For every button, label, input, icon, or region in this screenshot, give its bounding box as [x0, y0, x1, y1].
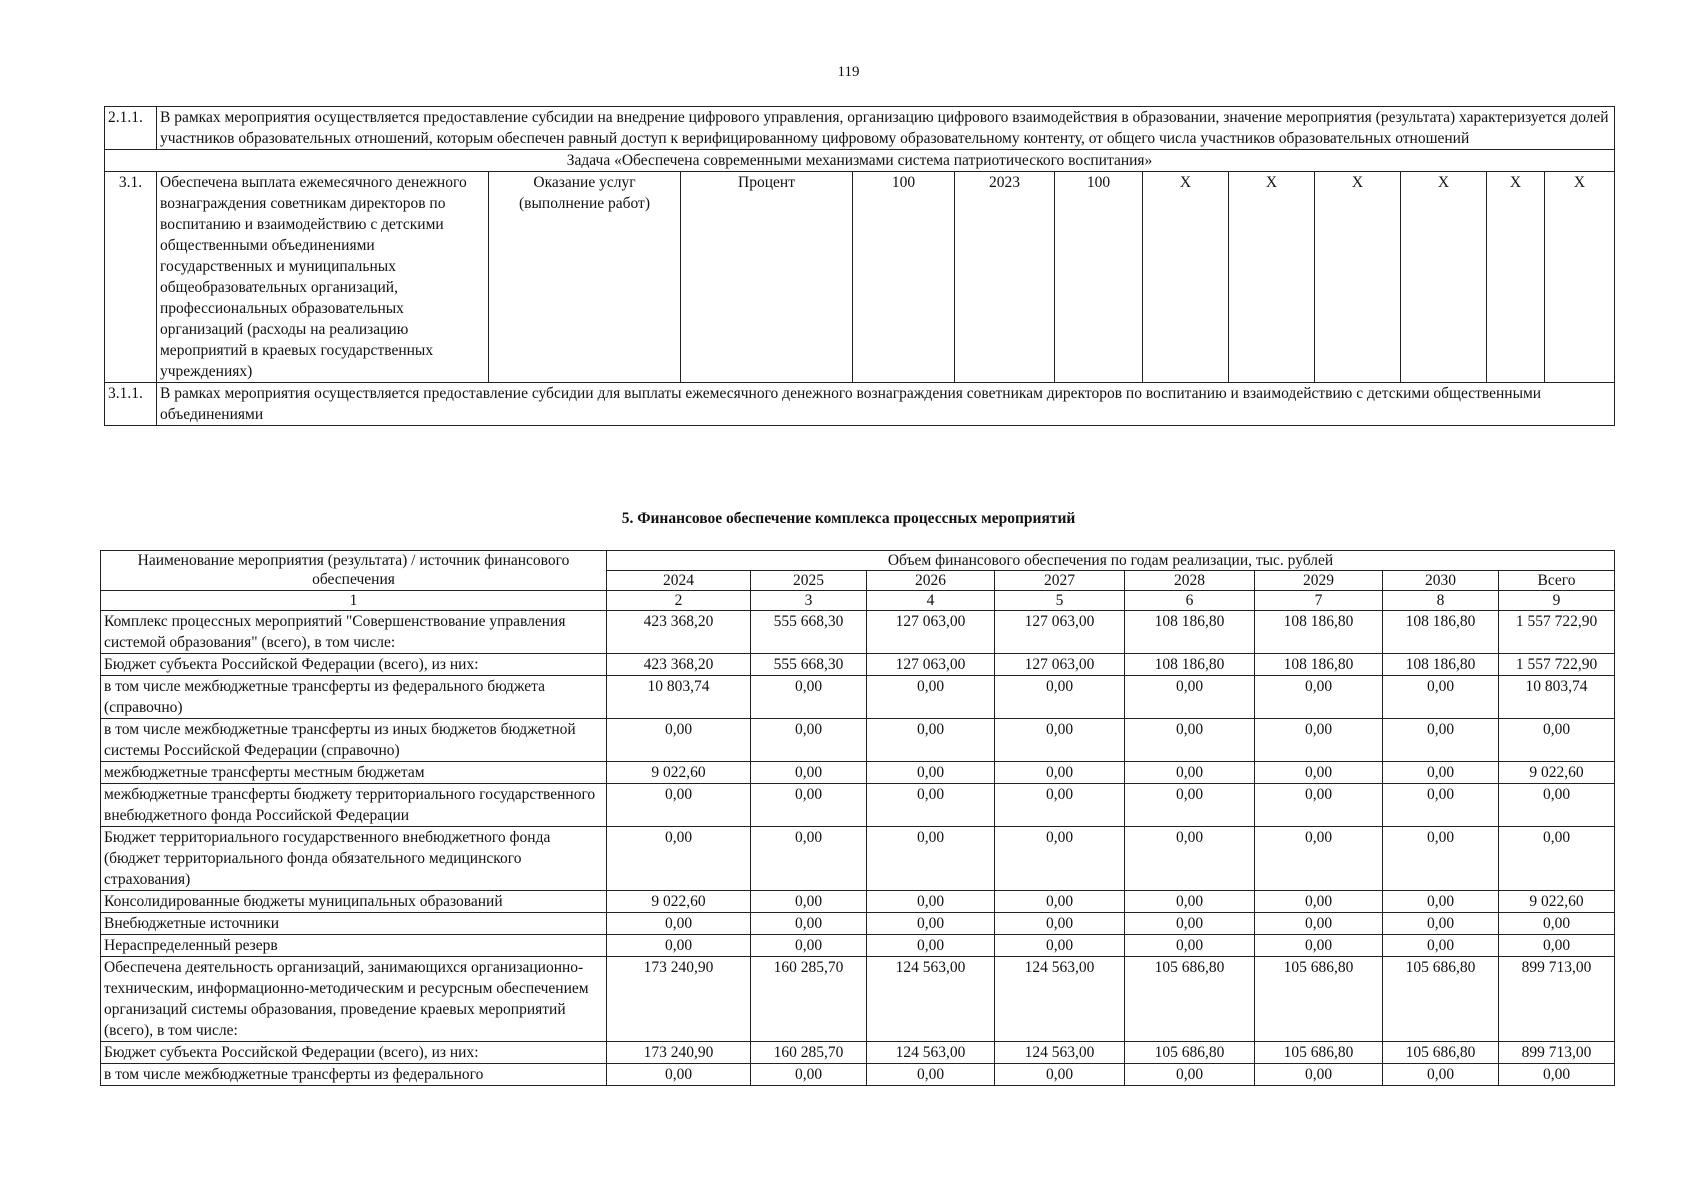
- year-value: 0,00: [1125, 827, 1255, 891]
- table-row: [101, 1042, 1615, 1064]
- table-row: [101, 762, 1615, 784]
- year-value: 0,00: [1383, 935, 1499, 957]
- year-header: 2028: [1125, 571, 1255, 591]
- row-name: Комплекс процессных мероприятий "Совершенствование управления системой образования" (всего), в том числе:: [101, 611, 607, 654]
- row-number: 3.1.: [105, 172, 157, 383]
- year-value: 0,00: [1383, 827, 1499, 891]
- year-value: 0,00: [867, 1064, 995, 1086]
- column-index: 4: [867, 591, 995, 611]
- year-value: 0,00: [995, 913, 1125, 935]
- table-row: [101, 784, 1615, 827]
- year-value: 0,00: [995, 676, 1125, 719]
- base-value: 100: [853, 172, 955, 383]
- task-title: Задача «Обеспечена современными механизмами система патриотического воспитания»: [105, 150, 1615, 172]
- year-value: 105 686,80: [1255, 957, 1383, 1042]
- table-row: [101, 935, 1615, 957]
- indicators-table: [104, 106, 1615, 426]
- value-x: Х: [1545, 172, 1615, 383]
- value-2024: 100: [1055, 172, 1143, 383]
- year-value: 423 368,20: [607, 654, 751, 676]
- year-value: 0,00: [607, 1064, 751, 1086]
- year-value: 0,00: [751, 935, 867, 957]
- year-value: 124 563,00: [867, 957, 995, 1042]
- total-value: 0,00: [1499, 913, 1615, 935]
- year-value: 0,00: [607, 827, 751, 891]
- year-value: 0,00: [1383, 719, 1499, 762]
- year-value: 108 186,80: [1255, 611, 1383, 654]
- total-value: 0,00: [1499, 827, 1615, 891]
- year-value: 423 368,20: [607, 611, 751, 654]
- year-value: 124 563,00: [995, 957, 1125, 1042]
- year-value: 127 063,00: [867, 654, 995, 676]
- year-value: 0,00: [1125, 1064, 1255, 1086]
- year-value: 0,00: [1383, 891, 1499, 913]
- row-name: Бюджет территориального государственного внебюджетного фонда (бюджет территориального фонда обязательного медицинского страхования): [101, 827, 607, 891]
- total-value: 0,00: [1499, 784, 1615, 827]
- year-value: 10 803,74: [607, 676, 751, 719]
- year-value: 0,00: [751, 676, 867, 719]
- year-value: 0,00: [867, 784, 995, 827]
- year-value: 108 186,80: [1125, 654, 1255, 676]
- measure-description: В рамках мероприятия осуществляется предоставление субсидии для выплаты ежемесячного денежного вознаграждения советникам директоров по воспитанию и взаимодействию с детскими общественными объединениями: [157, 383, 1615, 426]
- total-value: 10 803,74: [1499, 676, 1615, 719]
- year-value: 124 563,00: [867, 1042, 995, 1064]
- year-value: 0,00: [1383, 784, 1499, 827]
- table-row: [101, 719, 1615, 762]
- result-type: Оказание услуг (выполнение работ): [489, 172, 681, 383]
- total-value: 1 557 722,90: [1499, 611, 1615, 654]
- row-name: в том числе межбюджетные трансферты из федерального: [101, 1064, 607, 1086]
- year-header: 2027: [995, 571, 1125, 591]
- index-row: [101, 591, 1615, 611]
- page-number: 119: [837, 64, 860, 80]
- column-index: 1: [101, 591, 607, 611]
- financing-table: [100, 550, 1615, 1086]
- year-value: 105 686,80: [1383, 957, 1499, 1042]
- year-value: 0,00: [867, 913, 995, 935]
- result-name: Обеспечена выплата ежемесячного денежного вознаграждения советникам директоров по воспитанию и взаимодействию с детскими общественными объединениями государственных и муниципальных общеобразовательных организаций, профессиональных образовательных организаций (расходы на реализацию мероприятий в краевых государственных учреждениях): [157, 172, 489, 383]
- year-value: 0,00: [1255, 935, 1383, 957]
- year-value: 0,00: [751, 719, 867, 762]
- year-value: 105 686,80: [1383, 1042, 1499, 1064]
- value-x: Х: [1487, 172, 1545, 383]
- year-value: 0,00: [995, 891, 1125, 913]
- year-value: 9 022,60: [607, 891, 751, 913]
- column-index: 5: [995, 591, 1125, 611]
- year-value: 0,00: [995, 762, 1125, 784]
- year-value: 555 668,30: [751, 611, 867, 654]
- value-x: Х: [1401, 172, 1487, 383]
- total-value: 0,00: [1499, 935, 1615, 957]
- year-header: 2025: [751, 571, 867, 591]
- table-row: [101, 891, 1615, 913]
- year-value: 0,00: [751, 913, 867, 935]
- year-value: 124 563,00: [995, 1042, 1125, 1064]
- year-value: 108 186,80: [1383, 654, 1499, 676]
- year-value: 0,00: [995, 784, 1125, 827]
- value-x: Х: [1143, 172, 1229, 383]
- row-name: Обеспечена деятельность организаций, занимающихся организационно-техническим, информационно-методическим и ресурсным обеспечением организаций системы образования, проведение краевых мероприятий (всего), в том числе:: [101, 957, 607, 1042]
- year-value: 0,00: [607, 784, 751, 827]
- total-value: 0,00: [1499, 1064, 1615, 1086]
- year-value: 0,00: [751, 784, 867, 827]
- year-value: 0,00: [1255, 762, 1383, 784]
- year-value: 0,00: [1255, 784, 1383, 827]
- year-value: 108 186,80: [1383, 611, 1499, 654]
- year-value: 105 686,80: [1125, 1042, 1255, 1064]
- year-value: 0,00: [867, 676, 995, 719]
- total-header: Всего: [1499, 571, 1615, 591]
- year-value: 0,00: [1255, 827, 1383, 891]
- year-value: 0,00: [1255, 891, 1383, 913]
- column-index: 3: [751, 591, 867, 611]
- year-value: 0,00: [607, 935, 751, 957]
- year-value: 0,00: [1125, 784, 1255, 827]
- year-header: 2030: [1383, 571, 1499, 591]
- year-value: 0,00: [995, 935, 1125, 957]
- year-value: 127 063,00: [995, 611, 1125, 654]
- row-3-1: [105, 172, 1615, 383]
- year-value: 0,00: [607, 719, 751, 762]
- row-name: в том числе межбюджетные трансферты из федерального бюджета (справочно): [101, 676, 607, 719]
- year-header: 2024: [607, 571, 751, 591]
- table-row: [101, 1064, 1615, 1086]
- unit: Процент: [681, 172, 853, 383]
- year-value: 0,00: [1255, 719, 1383, 762]
- year-value: 160 285,70: [751, 1042, 867, 1064]
- table-row: [101, 827, 1615, 891]
- column-index: 7: [1255, 591, 1383, 611]
- header-name: Наименование мероприятия (результата) / источник финансового обеспечения: [101, 551, 607, 591]
- total-value: 899 713,00: [1499, 957, 1615, 1042]
- year-value: 108 186,80: [1255, 654, 1383, 676]
- year-value: 0,00: [995, 719, 1125, 762]
- year-value: 0,00: [1383, 1064, 1499, 1086]
- base-year: 2023: [955, 172, 1055, 383]
- row-name: межбюджетные трансферты бюджету территориального государственного внебюджетного фонда Российской Федерации: [101, 784, 607, 827]
- table-row: [101, 654, 1615, 676]
- year-value: 0,00: [867, 827, 995, 891]
- year-value: 0,00: [751, 762, 867, 784]
- year-value: 0,00: [1255, 676, 1383, 719]
- year-header: 2026: [867, 571, 995, 591]
- year-value: 173 240,90: [607, 1042, 751, 1064]
- column-index: 8: [1383, 591, 1499, 611]
- value-x: Х: [1229, 172, 1315, 383]
- row-name: межбюджетные трансферты местным бюджетам: [101, 762, 607, 784]
- row-name: Бюджет субъекта Российской Федерации (всего), из них:: [101, 1042, 607, 1064]
- year-value: 0,00: [751, 891, 867, 913]
- row-name: Бюджет субъекта Российской Федерации (всего), из них:: [101, 654, 607, 676]
- header-group: Объем финансового обеспечения по годам реализации, тыс. рублей: [607, 551, 1615, 571]
- year-value: 0,00: [1125, 913, 1255, 935]
- year-value: 0,00: [1255, 913, 1383, 935]
- year-value: 9 022,60: [607, 762, 751, 784]
- task-row: [105, 150, 1615, 172]
- year-value: 0,00: [867, 891, 995, 913]
- year-header: 2029: [1255, 571, 1383, 591]
- year-value: 160 285,70: [751, 957, 867, 1042]
- table-row: [101, 676, 1615, 719]
- year-value: 0,00: [867, 719, 995, 762]
- section-title: 5. Финансовое обеспечение комплекса процессных мероприятий: [621, 510, 1076, 527]
- table-row: [101, 957, 1615, 1042]
- total-value: 9 022,60: [1499, 762, 1615, 784]
- row-3-1-1: [105, 383, 1615, 426]
- row-2-1-1: [105, 107, 1615, 150]
- year-value: 0,00: [1383, 913, 1499, 935]
- year-value: 127 063,00: [995, 654, 1125, 676]
- column-index: 2: [607, 591, 751, 611]
- row-number: 3.1.1.: [105, 383, 157, 426]
- year-value: 108 186,80: [1125, 611, 1255, 654]
- row-name: Консолидированные бюджеты муниципальных образований: [101, 891, 607, 913]
- year-value: 0,00: [1383, 676, 1499, 719]
- year-value: 0,00: [867, 762, 995, 784]
- year-value: 0,00: [1383, 762, 1499, 784]
- year-value: 0,00: [1125, 891, 1255, 913]
- table-row: [101, 611, 1615, 654]
- column-index: 6: [1125, 591, 1255, 611]
- year-value: 0,00: [995, 827, 1125, 891]
- year-value: 0,00: [1125, 762, 1255, 784]
- total-value: 1 557 722,90: [1499, 654, 1615, 676]
- year-value: 0,00: [1125, 935, 1255, 957]
- table-row: [101, 913, 1615, 935]
- year-value: 173 240,90: [607, 957, 751, 1042]
- year-value: 0,00: [1125, 676, 1255, 719]
- year-value: 555 668,30: [751, 654, 867, 676]
- column-index: 9: [1499, 591, 1615, 611]
- total-value: 9 022,60: [1499, 891, 1615, 913]
- year-value: 0,00: [607, 913, 751, 935]
- row-name: Нераспределенный резерв: [101, 935, 607, 957]
- measure-description: В рамках мероприятия осуществляется предоставление субсидии на внедрение цифрового управления, организацию цифрового взаимодействия в образовании, значение мероприятия (результата) характеризуется долей участников образовательных отношений, которым обеспечен равный доступ к верифицированному цифровому образовательному контенту, от общего числа участников образовательных отношений: [157, 107, 1615, 150]
- year-value: 105 686,80: [1255, 1042, 1383, 1064]
- year-value: 0,00: [1255, 1064, 1383, 1086]
- total-value: 899 713,00: [1499, 1042, 1615, 1064]
- year-value: 0,00: [751, 827, 867, 891]
- header-row: [101, 551, 1615, 571]
- row-name: в том числе межбюджетные трансферты из иных бюджетов бюджетной системы Российской Федерации (справочно): [101, 719, 607, 762]
- row-name: Внебюджетные источники: [101, 913, 607, 935]
- value-x: Х: [1315, 172, 1401, 383]
- year-value: 127 063,00: [867, 611, 995, 654]
- year-value: 0,00: [1125, 719, 1255, 762]
- total-value: 0,00: [1499, 719, 1615, 762]
- year-value: 105 686,80: [1125, 957, 1255, 1042]
- row-number: 2.1.1.: [105, 107, 157, 150]
- year-value: 0,00: [751, 1064, 867, 1086]
- year-value: 0,00: [995, 1064, 1125, 1086]
- year-value: 0,00: [867, 935, 995, 957]
